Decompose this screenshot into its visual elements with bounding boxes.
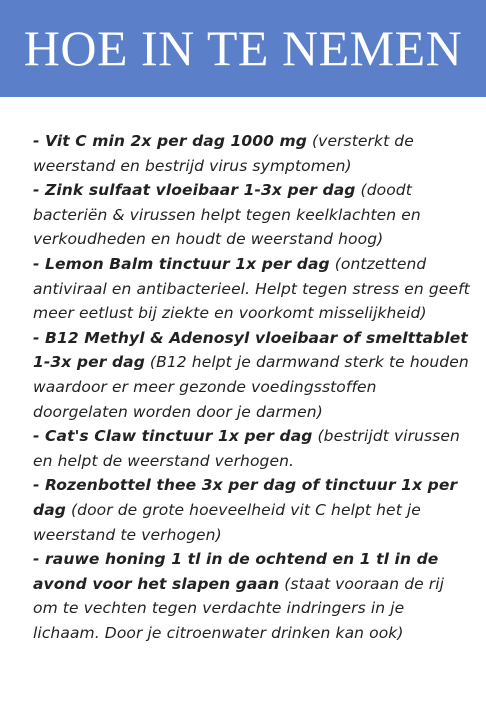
item-description: (doodt bacteriën & virussen helpt tegen keelklachten en verkoudheden en houdt de weerstand hoog)	[33, 181, 421, 249]
list-item	[33, 547, 473, 645]
header-banner	[0, 0, 486, 97]
instructions-list	[33, 129, 473, 645]
item-highlight: - Vit C min 2x per dag 1000 mg	[33, 132, 307, 150]
item-highlight: - Zink sulfaat vloeibaar 1-3x per dag	[33, 181, 356, 200]
list-item	[33, 326, 473, 424]
item-highlight: - Lemon Balm tinctuur 1x per dag	[33, 254, 330, 273]
item-description: (versterkt de weerstand en bestrijd virus symptomen)	[33, 132, 414, 175]
list-item	[33, 178, 473, 252]
item-highlight: - rauwe honing 1 tl in de ochtend en 1 tl in de avond voor het slapen gaan	[33, 550, 439, 593]
item-description: (staat vooraan de rij om te vechten tegen verdachte indringers in je lichaam. Door je citroenwater drinken kan ook)	[33, 574, 445, 642]
page-title: HOE IN TE NEMEN	[23, 20, 463, 76]
list-item	[33, 424, 473, 473]
list-item	[33, 129, 473, 178]
list-item	[33, 473, 473, 547]
item-description: (door de grote hoeveelheid vit C helpt het je weerstand te verhogen)	[33, 500, 421, 544]
item-description: (bestrijdt virussen en helpt de weerstand verhogen.	[33, 427, 460, 470]
list-item	[33, 252, 473, 326]
item-highlight: - Rozenbottel thee 3x per dag of tinctuur 1x per dag	[33, 476, 458, 519]
item-description: (ontzettend antiviraal en antibacterieel. Helpt tegen stress en geeft meer eetlust bij ziekte en voorkomt misselijkheid)	[33, 254, 470, 323]
item-highlight: - B12 Methyl & Adenosyl vloeibaar of smelttablet 1-3x per dag	[33, 328, 468, 372]
item-description: (B12 helpt je darmwand sterk te houden waardoor er meer gezonde voedingsstoffen doorgelaten worden door je darmen)	[33, 353, 469, 421]
item-highlight: - Cat's Claw tinctuur 1x per dag	[33, 427, 313, 446]
